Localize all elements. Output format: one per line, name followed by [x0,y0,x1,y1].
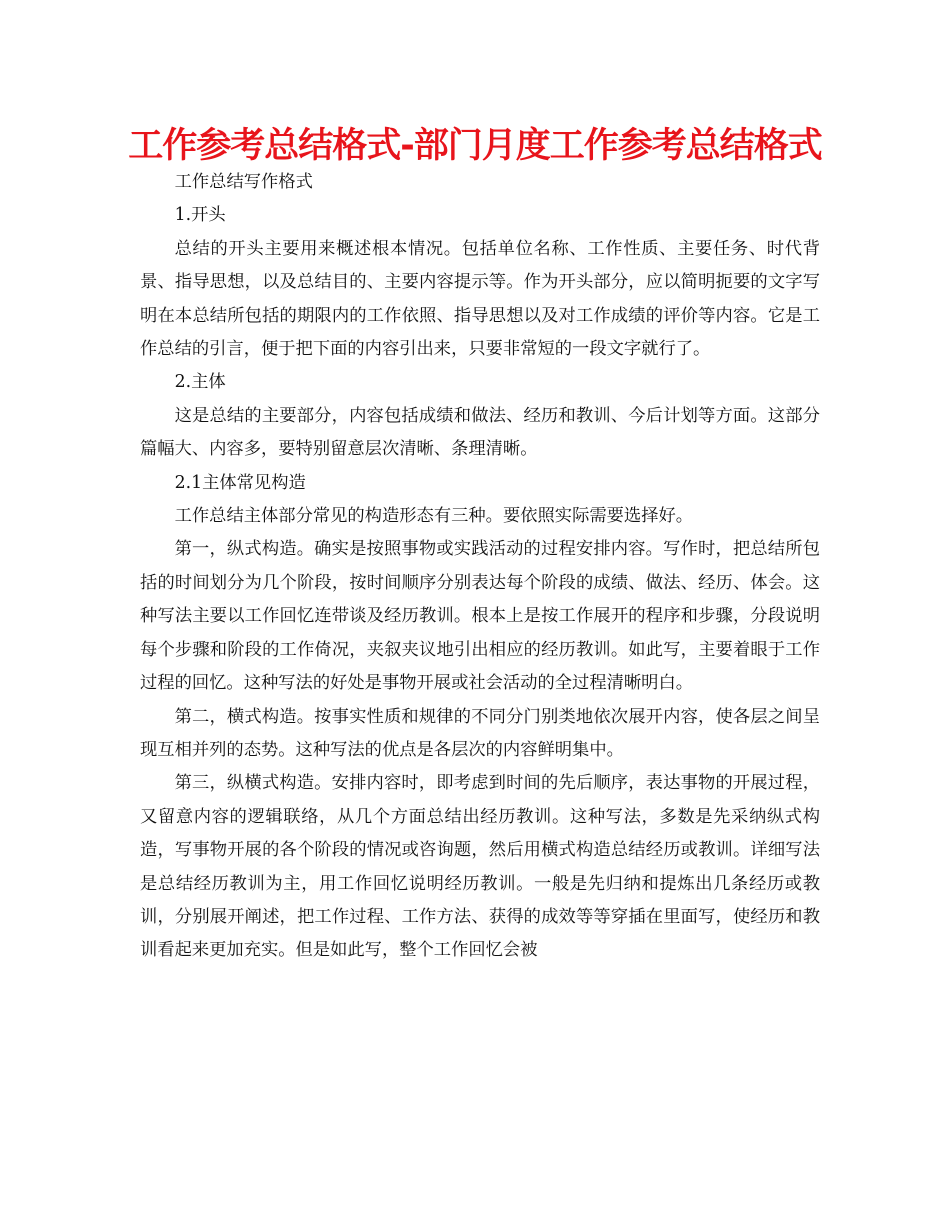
section-heading-opening: 1.开头 [174,205,226,226]
section-heading-format: 工作总结写作格式 [174,172,313,192]
section-heading-main-body: 2.主体 [174,372,226,393]
document-title: 工作参考总结格式-部门月度工作参考总结格式 [128,126,822,166]
paragraph-vertical-structure: 第一，纵式构造。确实是按照事物或实践活动的过程安排内容。写作时，把总结所包括的时间划分为几个阶段，按时间顺序分别表达每个阶段的成绩、做法、经历、体会。这种写法主要以工作回忆连带谈及经历教训。根本上是按工作展开的程序和步骤，分段说明每个步骤和阶段的工作倚况，夹叙夹议地引出相应的经历教训。如此写，主要着眼于工作过程的回忆。这种写法的好处是事物开展或社会活动的全过程清晰明白。 [140,539,820,694]
section-heading-structure: 2.1主体常见构造 [174,472,306,493]
document-body [140,166,820,968]
paragraph-horizontal-structure: 第二，横式构造。按事实性质和规律的不同分门别类地依次展开内容，使各层之间呈现互相并列的态势。这种写法的优点是各层次的内容鲜明集中。 [140,706,820,760]
paragraph-opening: 总结的开头主要用来概述根本情况。包括单位名称、工作性质、主要任务、时代背景、指导思想，以及总结目的、主要内容提示等。作为开头部分，应以简明扼要的文字写明在本总结所包括的期限内的工作依照、指导思想以及对工作成绩的评价等内容。它是工作总结的引言，便于把下面的内容引出来，只要非常短的一段文字就行了。 [140,238,820,360]
paragraph-combined-structure: 第三，纵横式构造。安排内容时，即考虑到时间的先后顺序，表达事物的开展过程，又留意内容的逻辑联络，从几个方面总结出经历教训。这种写法，多数是先采纳纵式构造，写事物开展的各个阶段的情况或咨询题，然后用横式构造总结经历或教训。详细写法是总结经历教训为主，用工作回忆说明经历教训。一般是先归纳和提炼出几条经历或教训，分别展开阐述，把工作过程、工作方法、获得的成效等等穿插在里面写，使经历和教训看起来更加充实。但是如此写，整个工作回忆会被 [140,773,820,961]
paragraph-main-body: 这是总结的主要部分，内容包括成绩和做法、经历和教训、今后计划等方面。这部分篇幅大、内容多，要特别留意层次清晰、条理清晰。 [140,405,820,460]
paragraph-structure-intro: 工作总结主体部分常见的构造形态有三种。要依照实际需要选择好。 [174,506,694,527]
